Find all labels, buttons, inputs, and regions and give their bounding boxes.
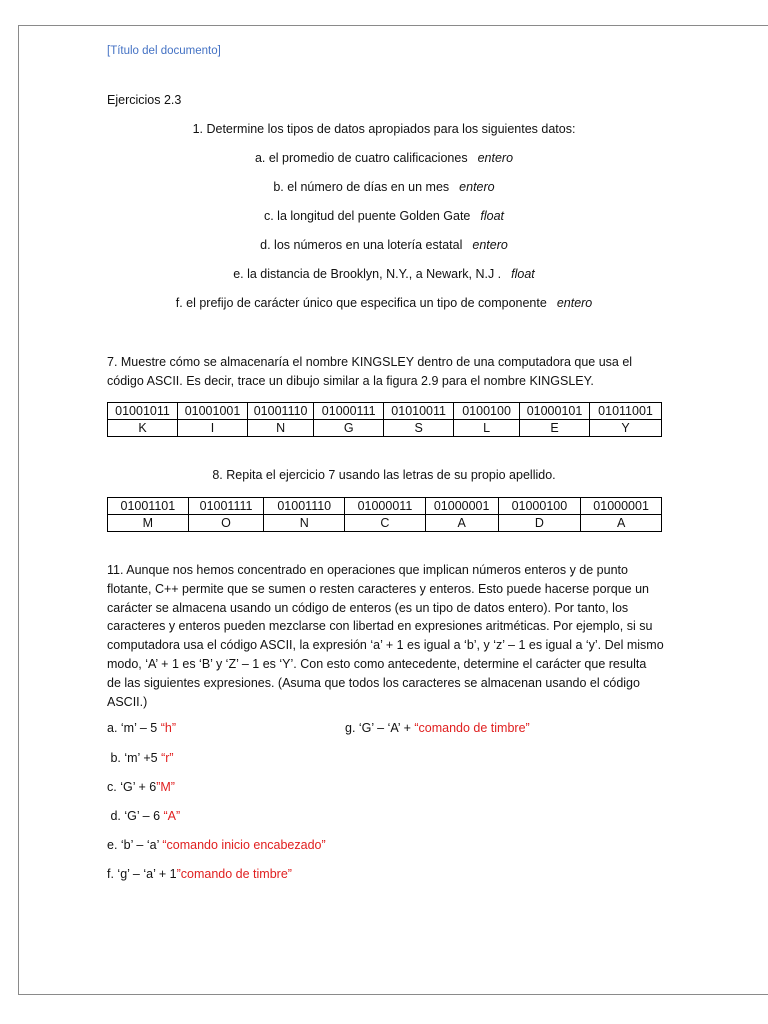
letter-cell: M bbox=[108, 515, 189, 532]
letter-cell: A bbox=[425, 515, 498, 532]
answer-value: “A” bbox=[163, 809, 181, 823]
exercise-11-line: flotante, C++ permite que se sumen o resten caracteres y enteros. Esto puede hacerse porque un bbox=[107, 581, 649, 596]
expression: f. ‘g’ – ‘a’ + 1 bbox=[107, 867, 177, 881]
binary-cell: 0100100 bbox=[454, 403, 520, 420]
exercise-11-line: modo, ‘A’ + 1 es ‘B’ y ‘Z’ – 1 es ‘Y’. Con esto como antecedente, determine el carácter que resulta bbox=[107, 656, 647, 671]
surname-ascii-table bbox=[107, 497, 662, 532]
letter-cell: L bbox=[454, 420, 520, 437]
letter-cell: D bbox=[498, 515, 581, 532]
binary-cell: 01000101 bbox=[520, 403, 590, 420]
letter-cell: K bbox=[108, 420, 178, 437]
binary-cell: 01001111 bbox=[188, 498, 264, 515]
answer-c bbox=[107, 780, 175, 794]
item-text: e. la distancia de Brooklyn, N.Y., a Newark, N.J . bbox=[233, 267, 502, 281]
exercise-1-prompt: 1. Determine los tipos de datos apropiados para los siguientes datos: bbox=[192, 122, 576, 136]
letter-cell: I bbox=[177, 420, 247, 437]
binary-cell: 01000011 bbox=[345, 498, 426, 515]
item-text: c. la longitud del puente Golden Gate bbox=[263, 209, 471, 223]
answer-f bbox=[107, 867, 292, 881]
binary-cell: 01000001 bbox=[581, 498, 662, 515]
letter-cell: O bbox=[188, 515, 264, 532]
binary-cell: 01001110 bbox=[264, 498, 345, 515]
letter-cell: A bbox=[581, 515, 662, 532]
binary-cell: 01001001 bbox=[177, 403, 247, 420]
answer-value: “comando de timbre” bbox=[414, 721, 530, 735]
binary-cell: 01011001 bbox=[590, 403, 662, 420]
exercise-1-item-d bbox=[0, 238, 768, 252]
exercise-11-line: 11. Aunque nos hemos concentrado en operaciones que implican números enteros y de punto bbox=[107, 563, 628, 577]
binary-cell: 01000111 bbox=[314, 403, 384, 420]
exercise-1-item-b bbox=[0, 180, 768, 194]
item-answer: entero bbox=[459, 180, 495, 194]
exercise-11-prompt bbox=[107, 561, 687, 711]
letter-row bbox=[108, 420, 662, 437]
letter-cell: N bbox=[264, 515, 345, 532]
exercise-7-line: código ASCII. Es decir, trace un dibujo similar a la figura 2.9 para el nombre KINGSLEY. bbox=[107, 373, 594, 388]
kingsley-ascii-table bbox=[107, 402, 662, 437]
binary-cell: 01001110 bbox=[248, 403, 314, 420]
item-answer: entero bbox=[477, 151, 514, 165]
answer-b bbox=[107, 751, 174, 765]
item-text: f. el prefijo de carácter único que especifica un tipo de componente bbox=[175, 296, 547, 310]
answer-value: “h” bbox=[160, 721, 177, 735]
expression: g. ‘G’ – ‘A’ + bbox=[345, 721, 415, 735]
section-title: Ejercicios 2.3 bbox=[107, 93, 182, 107]
answer-value: “r” bbox=[161, 751, 174, 765]
answer-g bbox=[345, 721, 530, 735]
item-answer: float bbox=[511, 267, 535, 281]
binary-cell: 01000001 bbox=[425, 498, 498, 515]
letter-cell: S bbox=[384, 420, 454, 437]
item-answer: entero bbox=[556, 296, 593, 310]
exercise-1-item-e bbox=[0, 267, 768, 281]
exercise-11-line: computadora usa el código ASCII, la expresión ‘a’ + 1 es igual a ‘b’, y ‘z’ – 1 es igual a ‘y’. Del mismo bbox=[107, 638, 664, 653]
exercise-7-line: 7. Muestre cómo se almacenaría el nombre KINGSLEY dentro de una computadora que usa el bbox=[107, 355, 633, 369]
letter-cell: N bbox=[248, 420, 314, 437]
binary-row bbox=[108, 498, 662, 515]
letter-cell: C bbox=[345, 515, 426, 532]
expression: b. ‘m’ +5 bbox=[107, 751, 162, 765]
exercise-11-line: carácter se almacena usando un código de enteros (es un tipo de datos entero). Por tanto, los bbox=[107, 600, 629, 615]
expression: c. ‘G’ + 6 bbox=[107, 780, 157, 794]
exercise-1-item-c bbox=[0, 209, 768, 223]
exercise-11-line: de las siguientes expresiones. (Asuma que todos los caracteres se almacenan usando el código bbox=[107, 675, 640, 690]
exercise-11-line: caracteres y enteros pueden mezclarse con libertad en expresiones aritméticas. Por ejemplo, si su bbox=[107, 619, 653, 634]
exercise-11-line: ASCII.) bbox=[107, 694, 148, 709]
binary-cell: 01001101 bbox=[108, 498, 189, 515]
binary-cell: 01010011 bbox=[384, 403, 454, 420]
answer-d bbox=[107, 809, 180, 823]
letter-cell: G bbox=[314, 420, 384, 437]
answer-value: ”M” bbox=[156, 780, 175, 794]
item-text: a. el promedio de cuatro calificaciones bbox=[254, 151, 468, 165]
expression: e. ‘b’ – ‘a’ bbox=[107, 838, 163, 852]
answer-value: “comando inicio encabezado” bbox=[162, 838, 326, 852]
item-answer: float bbox=[480, 209, 505, 223]
item-text: b. el número de días en un mes bbox=[273, 180, 450, 194]
binary-cell: 01000100 bbox=[498, 498, 581, 515]
letter-row bbox=[108, 515, 662, 532]
exercise-1-item-f bbox=[0, 296, 768, 310]
answer-a bbox=[107, 721, 176, 735]
answer-value: ”comando de timbre” bbox=[176, 867, 292, 881]
expression: a. ‘m’ – 5 bbox=[107, 721, 161, 735]
binary-row bbox=[108, 403, 662, 420]
expression: d. ‘G’ – 6 bbox=[107, 809, 164, 823]
letter-cell: E bbox=[520, 420, 590, 437]
answer-e bbox=[107, 838, 326, 852]
document-title-placeholder[interactable]: [Título del documento] bbox=[107, 45, 221, 57]
exercise-1-item-a bbox=[0, 151, 768, 165]
exercise-8-prompt: 8. Repita el ejercicio 7 usando las letras de su propio apellido. bbox=[212, 468, 556, 482]
binary-cell: 01001011 bbox=[108, 403, 178, 420]
letter-cell: Y bbox=[590, 420, 662, 437]
item-answer: entero bbox=[472, 238, 508, 252]
item-text: d. los números en una lotería estatal bbox=[260, 238, 463, 252]
exercise-7-prompt bbox=[107, 353, 667, 391]
